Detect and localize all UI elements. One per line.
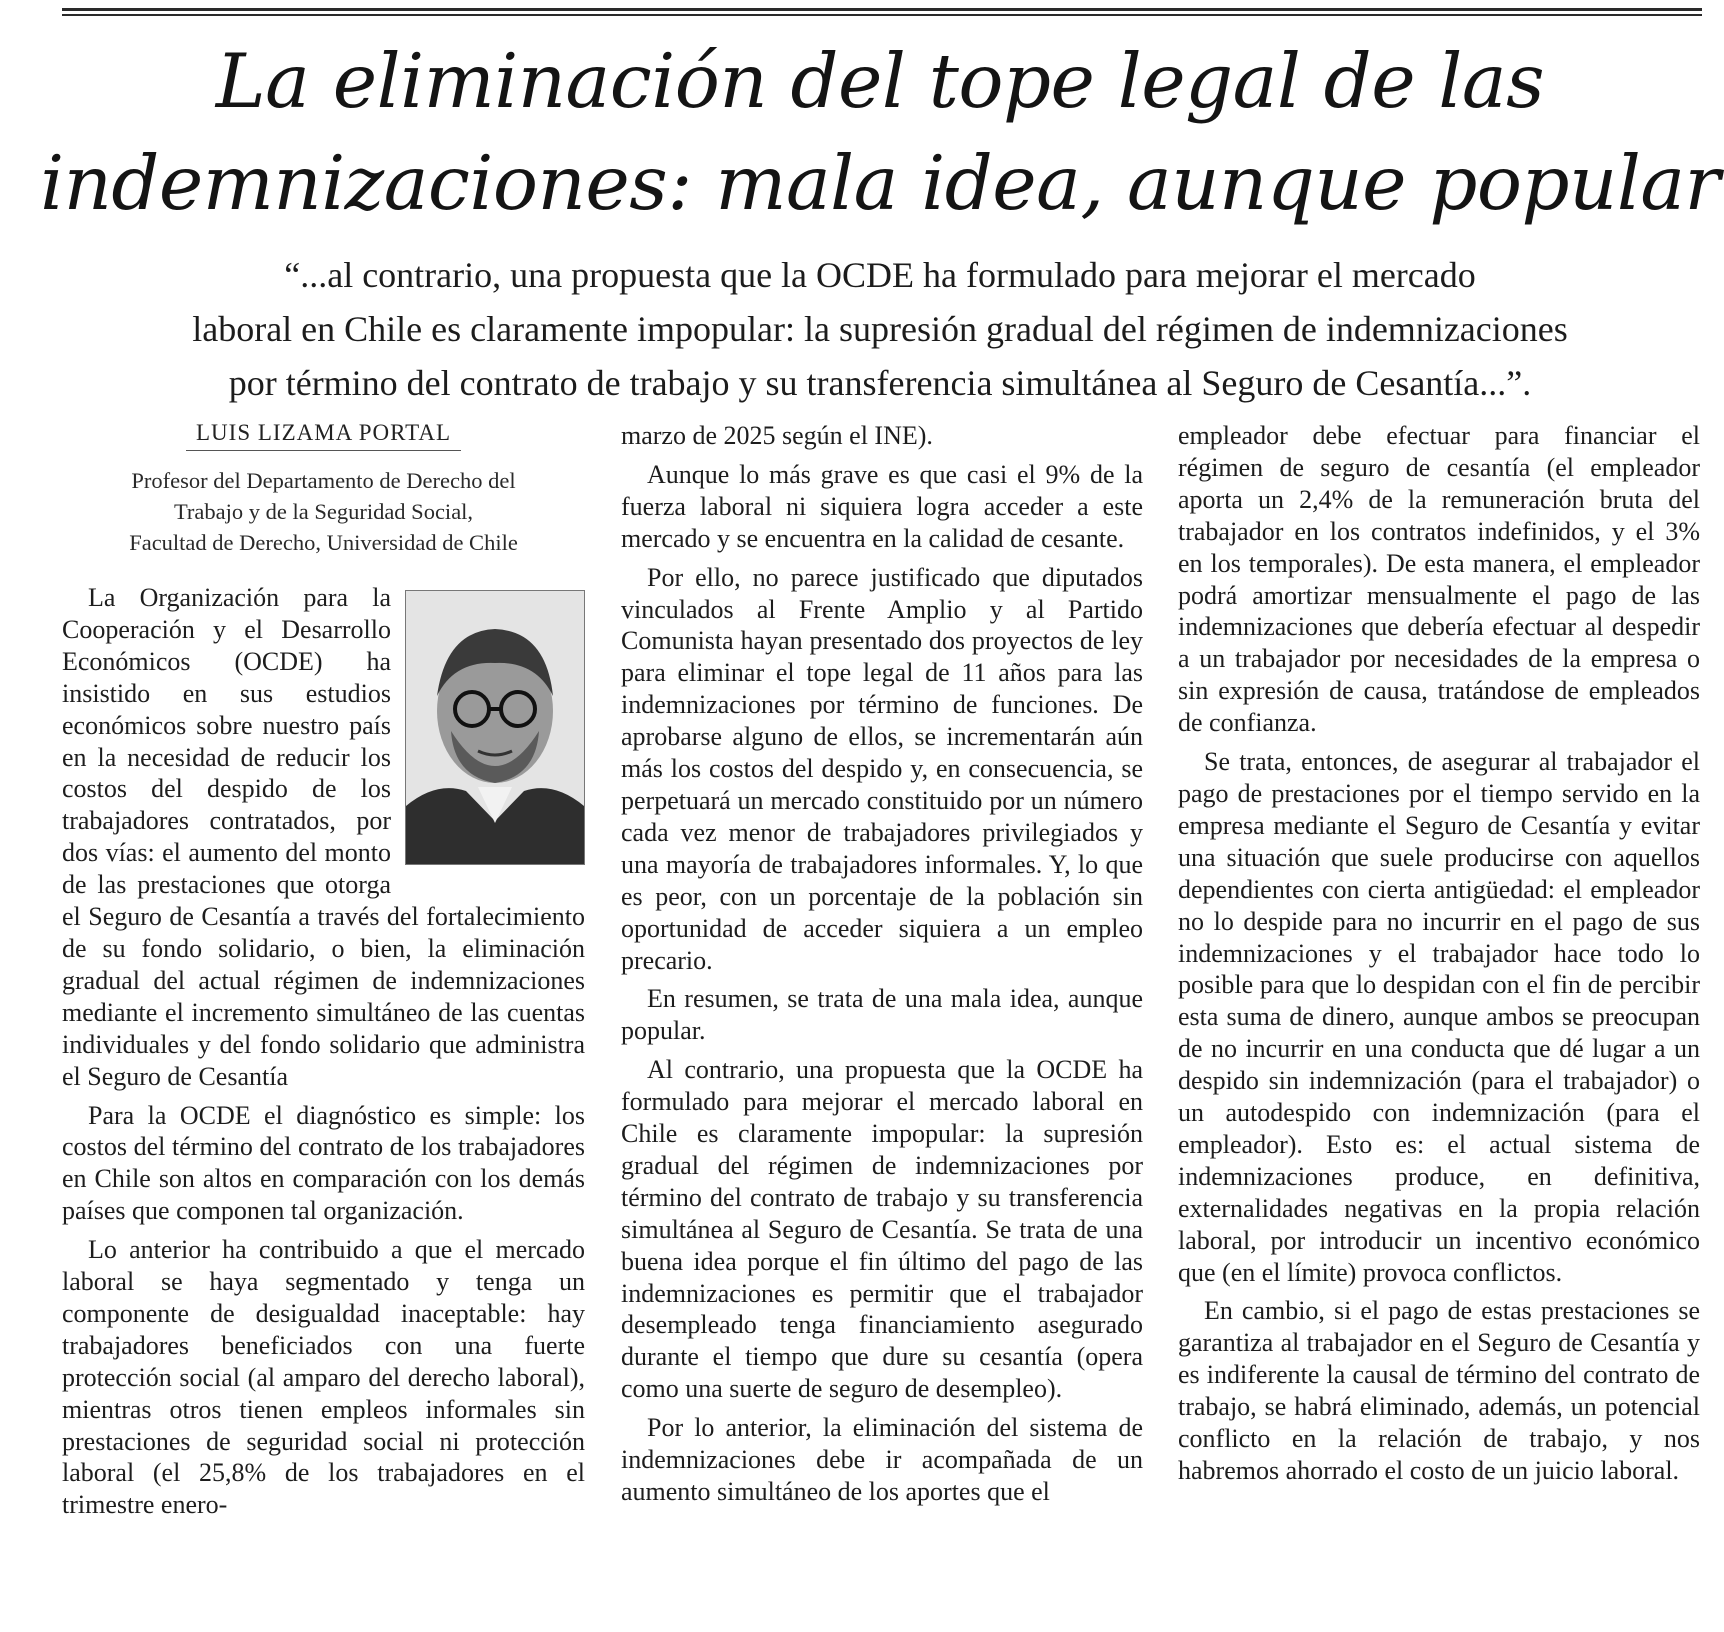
affiliation-line-2: Trabajo y de la Seguridad Social, — [173, 499, 474, 524]
paragraph: Se trata, entonces, de asegurar al trabajador el pago de prestaciones por el tiempo servido en la empresa mediante el Seguro de Cesantía y evitar una situación que suele producirse con aquellos dependientes con cierta antigüedad: el empleador no lo despide para no incurrir en el pago de sus indemnizaciones y el trabajador hace todo lo posible para que lo despidan con el fin de percibir esta suma de dinero, aunque ambos se preocupan de no incurrir en una conducta que dé lugar a un despido sin indemnización (para el trabajador) o un autodespido con indemnización (para el empleador). Esto es: el actual sistema de indemnizaciones produce, en definitiva, externalidades negativas en la propia relación laboral, por introducir un incentivo económico que (en el límite) provoca conflictos. — [1178, 747, 1700, 1287]
article-column-3 — [1178, 420, 1700, 1494]
pull-quote-line-3: por término del contrato de trabajo y su transferencia simultánea al Seguro de Cesantía...”. — [228, 363, 1532, 403]
affiliation-line-1: Profesor del Departamento de Derecho del — [131, 468, 516, 493]
author-portrait-icon — [406, 591, 584, 864]
pull-quote-line-1: “...al contrario, una propuesta que la OCDE ha formulado para mejorar el mercado — [284, 255, 1476, 295]
pull-quote — [80, 248, 1680, 410]
paragraph: En resumen, se trata de una mala idea, aunque popular. — [621, 984, 1143, 1046]
author-photo — [405, 590, 585, 865]
headline-line-2: indemnizaciones: mala idea, aunque popular — [40, 139, 1720, 227]
paragraph: Lo anterior ha contribuido a que el mercado laboral se haya segmentado y tenga un componente de desigualdad inaceptable: hay trabajadores beneficiados con una fuerte protección social (al amparo del derecho laboral), mientras otros tienen empleos informales sin prestaciones de seguridad social ni protección laboral (el 25,8% de los trabajadores en el trimestre enero- — [62, 1235, 585, 1520]
paragraph: La Organización para la Cooperación y el Desarrollo Económicos (OCDE) ha insistido en sus estudios económicos sobre nuestro país en la necesidad de reducir los costos del despido de los trabajadores contratados, por dos vías: el aumento del monto de las prestaciones que otorga el Seguro de Cesantía a través del fortalecimiento de su fondo solidario, o bien, la eliminación gradual del actual régimen de indemnizaciones mediante el incremento simultáneo de las cuentas individuales y del fondo solidario que administra el Seguro de Cesantía — [62, 583, 585, 1091]
paragraph: marzo de 2025 según el INE). — [621, 421, 933, 450]
paragraph: Aunque lo más grave es que casi el 9% de la fuerza laboral ni siquiera logra acceder a este mercado y se encuentra en la calidad de cesante. — [621, 459, 1143, 553]
paragraph: En cambio, si el pago de estas prestaciones se garantiza al trabajador en el Seguro de Cesantía y es indiferente la causal de término del contrato de trabajo, se habrá eliminado, además, un potencial conflicto en la relación de trabajo, y nos habremos ahorrado el costo de un juicio laboral. — [1178, 1296, 1700, 1485]
article-column-2 — [621, 420, 1143, 1515]
author-name: LUIS LIZAMA PORTAL — [186, 420, 461, 451]
paragraph: Por lo anterior, la eliminación del sistema de indemnizaciones debe ir acompañada de un aumento simultáneo de los aportes que el — [621, 1413, 1143, 1506]
top-rule-thick — [62, 8, 1702, 11]
headline — [40, 30, 1720, 234]
paragraph: Por ello, no parece justificado que diputados vinculados al Frente Amplio y al Partido Comunista hayan presentado dos proyectos de ley para eliminar el tope legal de 11 años para las indemnizaciones por término de funciones. De aprobarse alguno de ellos, se incrementarán aún más los costos del despido y, en consecuencia, se perpetuará un mercado constituido por un número cada vez menor de trabajadores privilegiados y una mayoría de trabajadores informales. Y, lo que es peor, con un porcentaje de la población sin oportunidad de acceder siquiera a un empleo precario. — [621, 562, 1143, 975]
paragraph: Al contrario, una propuesta que la OCDE ha formulado para mejorar el mercado laboral en Chile es claramente impopular: la supresión gradual del régimen de indemnizaciones por término del contrato de trabajo y su transferencia simultánea al Seguro de Cesantía. Se trata de una buena idea porque el fin último del pago de las indemnizaciones es permitir que el trabajador desempleado tenga financiamiento asegurado durante el tiempo que dure su cesantía (opera como una suerte de seguro de desempleo). — [621, 1055, 1143, 1404]
top-rule-thin — [62, 14, 1702, 16]
paragraph: Para la OCDE el diagnóstico es simple: los costos del término del contrato de los trabajadores en Chile son altos en comparación con los demás países que componen tal organización. — [62, 1100, 585, 1226]
byline — [62, 420, 585, 558]
pull-quote-line-2: laboral en Chile es claramente impopular: la supresión gradual del régimen de indemnizaciones — [192, 309, 1568, 349]
paragraph: empleador debe efectuar para financiar el régimen de seguro de cesantía (el empleador aporta un 2,4% de la remuneración bruta del trabajador en los contratos indefinidos, y el 3% en los temporales). De esta manera, el empleador podrá amortizar mensualmente el pago de las indemnizaciones que debería efectuar al despedir a un trabajador por necesidades de la empresa o sin expresión de causa, tratándose de empleados de confianza. — [1178, 421, 1700, 738]
affiliation-line-3: Facultad de Derecho, Universidad de Chile — [129, 530, 518, 555]
article-column-1 — [62, 582, 585, 1528]
author-affiliation — [62, 465, 585, 558]
headline-line-1: La eliminación del tope legal de las — [215, 37, 1545, 125]
